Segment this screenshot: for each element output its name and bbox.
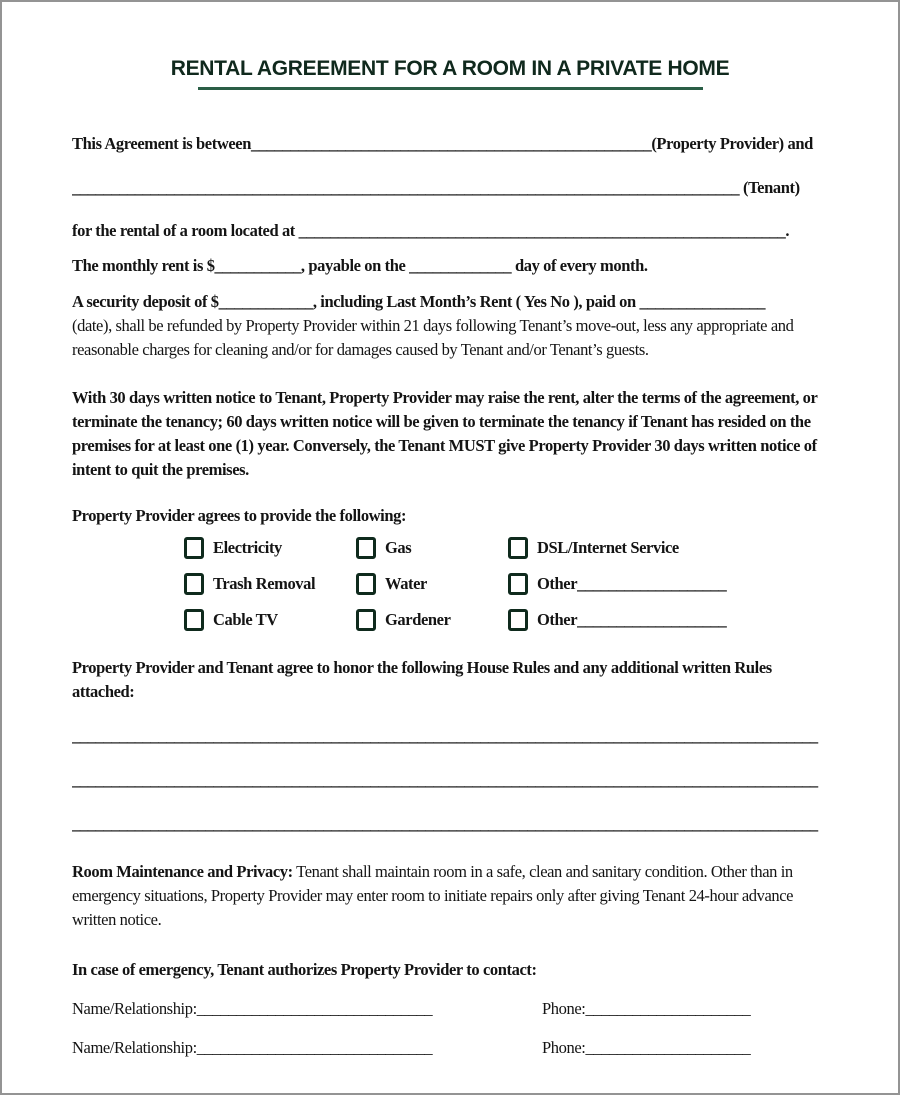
utilities-row-2 [184,572,828,596]
phone-blank[interactable]: _____________________ [585,1038,751,1057]
security-deposit-text: (date), shall be refunded by Property Provider within 21 days following Tenant’s move-out, less any appropriate and reasonable charges for cleaning and/or for damages caused by Tenant and/or Tenant’s guests. [72,316,794,359]
utility-label: DSL/Internet Service [537,538,679,557]
utilities-row-3 [184,608,828,632]
agreement-parties-line [72,132,828,156]
title-underline [198,87,703,90]
page-title: RENTAL AGREEMENT FOR A ROOM IN A PRIVATE HOME [170,57,730,80]
monthly-rent-line: The monthly rent is $___________, payable on the _____________ day of every month. [72,256,648,275]
checkbox-icon[interactable] [356,609,376,631]
utility-option-dsl-internet [508,536,828,560]
utility-label: Water [385,574,427,593]
house-rules-blank-line[interactable]: _______________________________________________________________________________________________ [72,814,818,833]
tenant-suffix: (Tenant) [739,178,800,197]
location-period: . [785,221,790,240]
name-relationship-blank[interactable]: ______________________________ [196,1038,433,1057]
security-deposit-lead: A security deposit of $____________, including Last Month’s Rent ( Yes No ), paid on ________________ [72,292,766,311]
utilities-checkbox-grid [184,536,828,632]
emergency-contact-row-2 [72,1036,828,1060]
checkbox-icon[interactable] [184,573,204,595]
utility-option-gardener [356,608,508,632]
provider-suffix: (Property Provider) and [651,134,813,153]
tenant-name-blank[interactable]: _____________________________________________________________________________________ [72,178,740,197]
house-rules-blank-line[interactable]: _______________________________________________________________________________________________ [72,726,818,745]
utility-option-other-2 [508,608,828,632]
checkbox-icon[interactable] [184,609,204,631]
emergency-contact-heading: In case of emergency, Tenant authorizes Property Provider to contact: [72,960,537,979]
phone-label: Phone: [542,1038,586,1057]
contact-phone-field [542,1036,828,1060]
utility-option-electricity [184,536,356,560]
utility-label: Trash Removal [213,574,316,593]
utility-label: Other [537,610,578,629]
location-blank[interactable]: ______________________________________________________________ [298,221,786,240]
room-location-line [72,219,828,243]
name-relationship-label: Name/Relationship: [72,999,197,1018]
checkbox-icon[interactable] [508,537,528,559]
checkbox-icon[interactable] [356,573,376,595]
phone-blank[interactable]: _____________________ [585,999,751,1018]
utilities-row-1 [184,536,828,560]
house-rules-blank-line[interactable]: _______________________________________________________________________________________________ [72,770,818,789]
tenant-line [72,176,828,200]
utility-option-other-1 [508,572,828,596]
checkbox-icon[interactable] [508,609,528,631]
provider-name-blank[interactable]: ___________________________________________________ [250,134,652,153]
phone-label: Phone: [542,999,586,1018]
contact-phone-field [542,997,828,1021]
maintenance-privacy-paragraph [72,860,828,932]
contact-name-field [72,997,542,1021]
name-relationship-blank[interactable]: ______________________________ [196,999,433,1018]
maintenance-text: Tenant shall maintain room in a safe, clean and sanitary condition. Other than in emergency situations, Property Provider may enter room to initiate repairs only after giving Tenant 24-hour advance written notice. [72,862,794,929]
utility-label: Gas [385,538,412,557]
utility-label: Other [537,574,578,593]
checkbox-icon[interactable] [356,537,376,559]
between-label: This Agreement is between [72,134,251,153]
other-blank[interactable]: ___________________ [577,574,727,593]
checkbox-icon[interactable] [508,573,528,595]
utility-label: Cable TV [213,610,278,629]
utility-option-trash-removal [184,572,356,596]
house-rules-heading: Property Provider and Tenant agree to honor the following House Rules and any additional written Rules attached: [72,658,772,701]
contact-name-field [72,1036,542,1060]
utility-option-cable-tv [184,608,356,632]
name-relationship-label: Name/Relationship: [72,1038,197,1057]
checkbox-icon[interactable] [184,537,204,559]
maintenance-label: Room Maintenance and Privacy: [72,862,293,881]
other-blank[interactable]: ___________________ [577,610,727,629]
utility-option-gas [356,536,508,560]
notice-terms-paragraph: With 30 days written notice to Tenant, Property Provider may raise the rent, alter the terms of the agreement, or terminate the tenancy; 60 days written notice will be given to terminate the tenancy if Tenant has resided on the premises for at least one (1) year. Conversely, the Tenant MUST give Property Provider 30 days written notice of intent to quit the premises. [72,388,818,479]
utility-label: Gardener [385,610,451,629]
utilities-heading: Property Provider agrees to provide the following: [72,506,407,525]
utility-option-water [356,572,508,596]
utility-label: Electricity [213,538,282,557]
location-label: for the rental of a room located at [72,221,299,240]
emergency-contact-row-1 [72,997,828,1021]
